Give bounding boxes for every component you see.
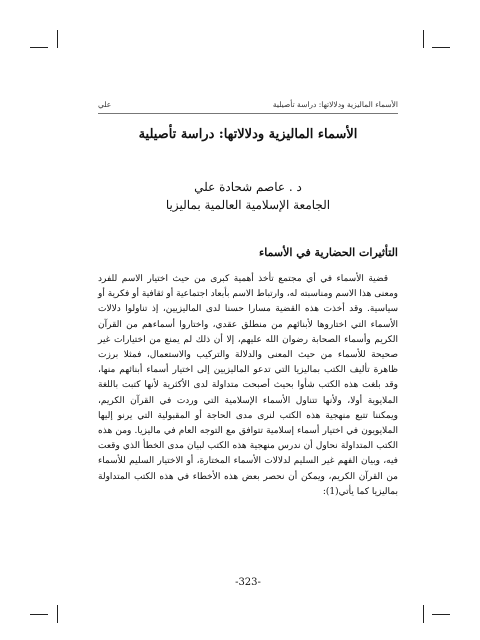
crop-mark-bottom-left-v: [57, 605, 58, 623]
body-paragraph: قضية الأسماء في أي مجتمع تأخذ أهمية كبرى من حيث اختيار الاسم للفرد ومعنى هذا الاسم ومناسبته له، وارتباط الاسم بأبعاد اجتماعية أو ثقافية أو فكرية أو سياسية. وقد أخذت هذه القضية مسارا حسنا لدى الماليزيين، إذ تناولوا دلالات الأسماء التي اختاروها لأبنائهم من منطلق عقدي، واختاروا أسماءهم من القرآن الكريم وأسماء الصحابة رضوان الله عليهم، إلا أن ذلك لم يمنع من اختيارات غير صحيحة للأسماء من حيث المعنى والدلالة والتركيب والاستعمال، فمثلا برزت ظاهرة تأليف الكتب بماليزيا التي تدعو الماليزيين إلى اختيار أسماء أبنائهم منها، وقد بلغت هذه الكتب شأوا بحيث أصبحت متداولة لدى الأكثرية لأنها كتبت باللغة الملايوية أولا، ولأنها تتناول الأسماء الإسلامية التي وردت في القرآن الكريم، ويمكننا تتبع منهجية هذه الكتب لنرى مدى الحاجة أو المقبولية التي يرنو إليها الملايويون في اختيار أسماء إسلامية تتوافق مع التوجه العام في ماليزيا. ومن هذه الكتب المتداولة نحاول أن ندرس منهجية هذه الكتب لبيان مدى الخطأ الذي وقعت فيه، وبيان الفهم غير السليم لدلالات الأسماء المختارة، أو الاختيار السليم للأسماء من القرآن الكريم، ويمكن أن نحصر بعض هذه الأخطاء في هذه الكتب المتداولة بماليزيا كما يأتي(1):: [98, 274, 398, 497]
crop-mark-top-right-h: [432, 47, 450, 48]
author-name: د . عاصم شحادة علي: [194, 180, 302, 194]
article-title: الأسماء الماليزية ودلالاتها: دراسة تأصيلية: [138, 127, 358, 142]
crop-mark-bottom-right-h: [432, 614, 450, 615]
author-affiliation: الجامعة الإسلامية العالمية بماليزيا: [165, 198, 331, 212]
page-number: -323-: [235, 577, 261, 588]
section-heading: التأثيرات الحضارية في الأسماء: [259, 246, 398, 259]
crop-mark-bottom-left-h: [30, 614, 48, 615]
running-head-rule: [98, 113, 398, 114]
crop-mark-top-left-h: [30, 47, 48, 48]
running-head: [98, 100, 398, 109]
crop-mark-top-right-v: [423, 30, 424, 48]
running-head-author: علي: [98, 100, 112, 109]
running-head-title: الأسماء الماليزية ودلالاتها: دراسة تأصيلية: [272, 100, 398, 109]
author-block: [98, 178, 398, 214]
crop-mark-top-left-v: [57, 30, 58, 48]
body-text: [98, 272, 398, 500]
crop-mark-bottom-right-v: [423, 605, 424, 623]
